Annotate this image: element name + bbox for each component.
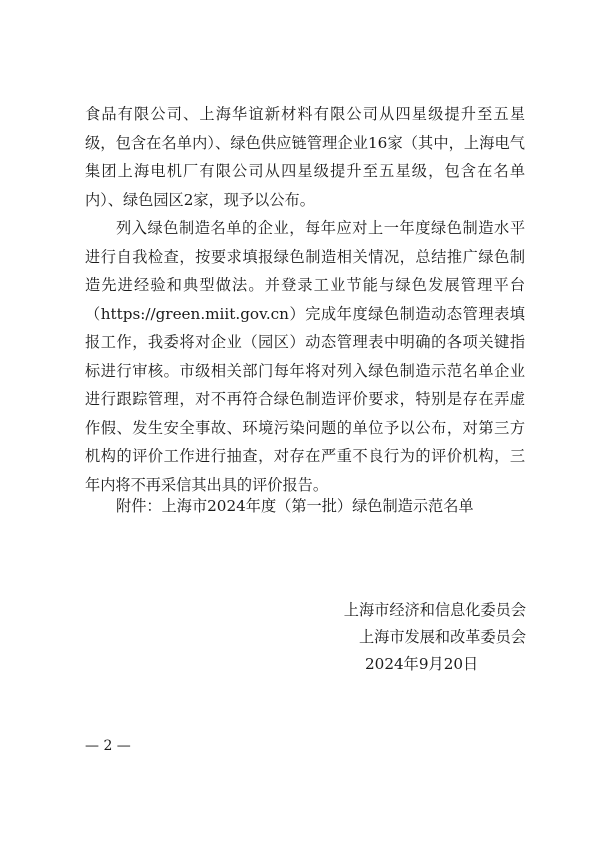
signatory-economy-commission: 上海市经济和信息化委员会	[343, 601, 526, 619]
issue-date: 2024年9月20日	[365, 655, 479, 673]
attachment-note: 附件：上海市2024年度（第一批）绿色制造示范名单	[116, 497, 474, 515]
signatory-development-commission: 上海市发展和改革委员会	[358, 628, 526, 646]
page-number: — 2 —	[85, 738, 131, 754]
body-paragraph-2: 列入绿色制造名单的企业，每年应对上一年度绿色制造水平进行自我检查，按要求填报绿色制造相关情况，总结推广绿色制造先进经验和典型做法。并登录工业节能与绿色发展管理平台（https://green.miit.gov.cn）完成年度绿色制造动态管理表填报工作，我委将对企业（园区）动态管理表中明确的各项关键指标进行审核。市级相关部门每年将对列入绿色制造示范名单企业进行跟踪管理，对不再符合绿色制造评价要求，特别是存在弄虚作假、发生安全事故、环境污染问题的单位予以公布，对第三方机构的评价工作进行抽查，对存在严重不良行为的评价机构，三年内将不再采信其出具的评价报告。	[85, 219, 525, 494]
body-paragraph-1: 食品有限公司、上海华谊新材料有限公司从四星级提升至五星级，包含在名单内）、绿色供应链管理企业16家（其中，上海电气集团上海电机厂有限公司从四星级提升至五星级，包含在名单内）、绿色园区2家，现予以公布。	[85, 105, 525, 209]
